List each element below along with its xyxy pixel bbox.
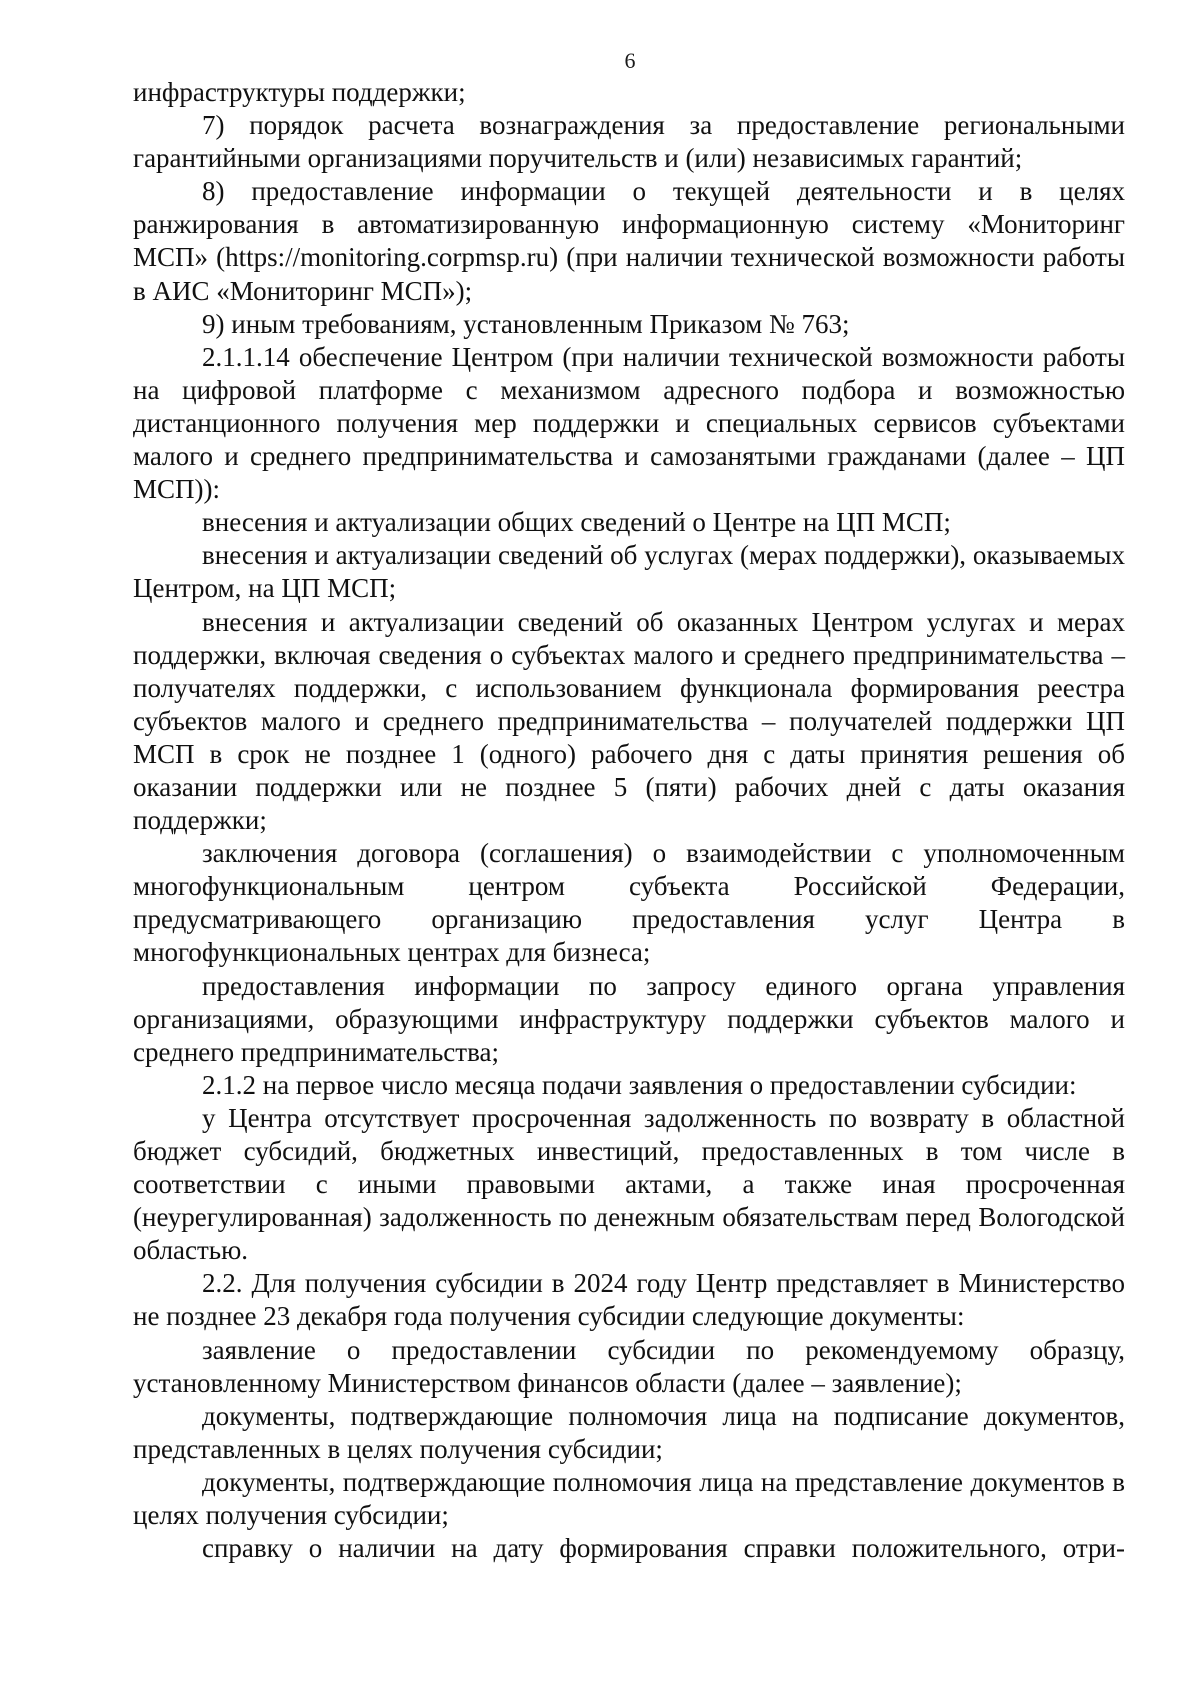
paragraph: предоставления информации по запросу единого органа управления организациями, образующими инфраструктуру поддержки субъектов малого и среднего предпринимательства; [133,970,1125,1067]
paragraph: 2.2. Для получения субсидии в 2024 году Центр представляет в Министерство не позднее 23 декабря года получения субсидии следующие документы: [133,1268,1125,1332]
paragraph: документы, подтверждающие полномочия лица на подписание документов, представленных в целях получения субсидии; [133,1400,1125,1464]
paragraph: заключения договора (соглашения) о взаимодействии с уполномоченным многофункциональным центром субъекта Российской Федерации, предусматривающего организацию предоставления услуг Центра в многофункциональных центрах для бизнеса; [133,838,1125,968]
paragraph: 7) порядок расчета вознаграждения за предоставление региональными гарантийными организациями поручительств и (или) независимых гарантий; [133,110,1125,174]
paragraph: 2.1.2 на первое число месяца подачи заявления о предоставлении субсидии: [202,1069,1077,1100]
paragraph: инфраструктуры поддержки; [133,77,466,107]
paragraph: у Центра отсутствует просроченная задолженность по возврату в областной бюджет субсидий, бюджетных инвестиций, предоставленных в том числе в соответствии с иными правовыми актами, а также иная просроченная (неурегулированная) задолженность по денежным обязательствам перед Вологодской областью. [133,1102,1125,1266]
paragraph: 9) иным требованиям, установленным Приказом № 763; [202,308,850,339]
paragraph: 8) предоставление информации о текущей деятельности и в целях ранжирования в автоматизированную информационную систему «Мониторинг МСП» (https://monitoring.corpmsp.ru) (при наличии технической возможности работы в АИС «Мониторинг МСП»); [133,176,1125,306]
document-body [133,76,1125,1565]
paragraph: документы, подтверждающие полномочия лица на представление документов в целях получения субсидии; [133,1466,1125,1531]
paragraph: внесения и актуализации общих сведений о Центре на ЦП МСП; [202,507,951,538]
page-number: 6 [624,48,636,73]
paragraph: справку о наличии на дату формирования справки положительного, отри- [202,1533,1125,1564]
paragraph: внесения и актуализации сведений об услугах (мерах поддержки), оказываемых Центром, на ЦП МСП; [133,540,1125,604]
paragraph: 2.1.1.14 обеспечение Центром (при наличии технической возможности работы на цифровой платформе с механизмом адресного подбора и возможностью дистанционного получения мер поддержки и специальных сервисов субъектами малого и среднего предпринимательства и самозанятыми гражданами (далее – ЦП МСП)): [133,341,1125,505]
paragraph: заявление о предоставлении субсидии по рекомендуемому образцу, установленному Министерством финансов области (далее – заявление); [133,1334,1125,1398]
paragraph: внесения и актуализации сведений об оказанных Центром услугах и мерах поддержки, включая сведения о субъектах малого и среднего предпринимательства – получателях поддержки, с использованием функционала формирования реестра субъектов малого и среднего предпринимательства – получателей поддержки ЦП МСП в срок не позднее 1 (одного) рабочего дня с даты принятия решения об оказании поддержки или не позднее 5 (пяти) рабочих дней с даты оказания поддержки; [133,606,1125,836]
